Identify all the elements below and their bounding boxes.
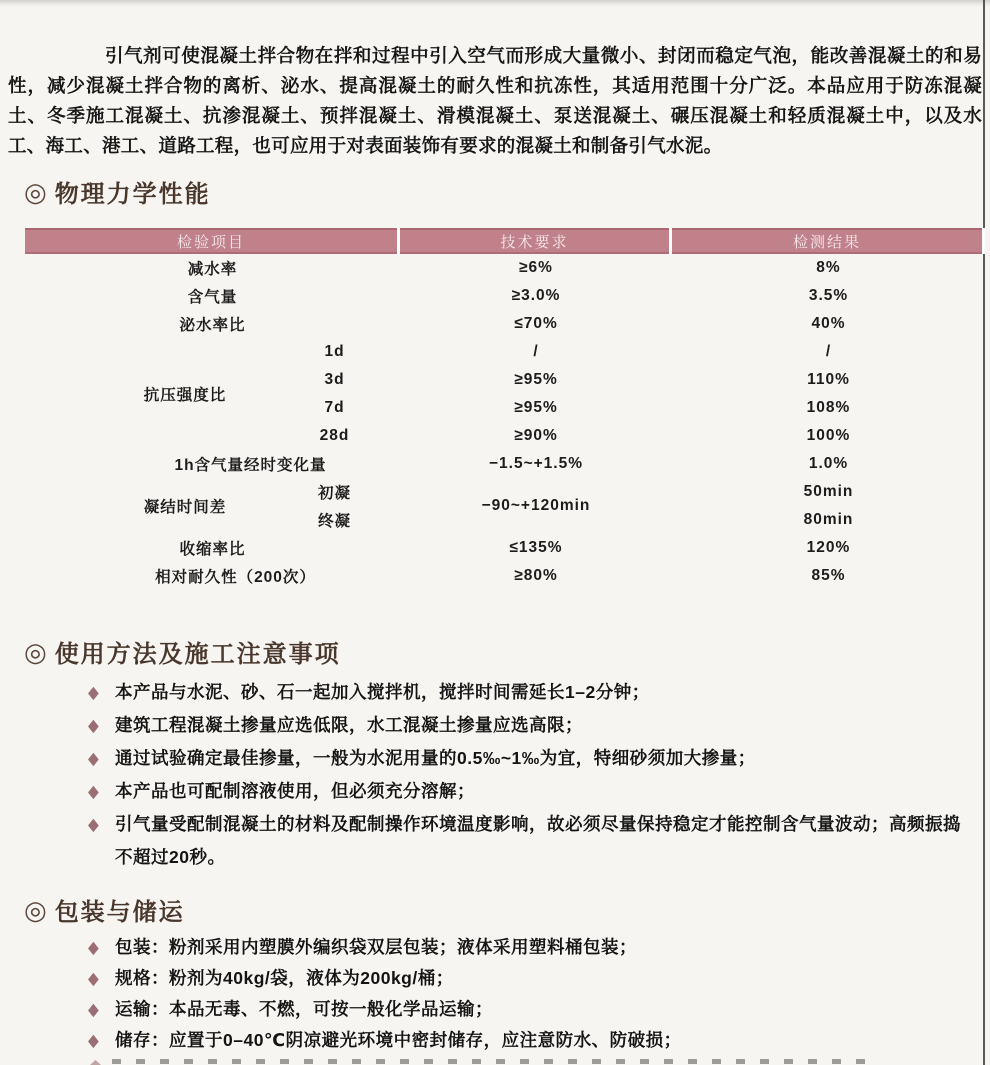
- table-cell-requirement: ≥80%: [514, 567, 558, 584]
- list-item: [88, 676, 972, 709]
- table-cell-item: 收缩率比: [179, 541, 246, 558]
- table-cell-result: 50min: [803, 483, 854, 500]
- list-item: [88, 775, 972, 808]
- table-cell-result: 110%: [807, 371, 850, 388]
- table-cell-requirement: −90~+120min: [481, 497, 591, 514]
- bullet-text: 本产品与水泥、砂、石一起加入搅拌机，搅拌时间需延长1–2分钟；: [115, 682, 650, 702]
- table-cell-requirement: −1.5~+1.5%: [488, 455, 584, 472]
- diamond-bullet-icon: ◆: [88, 967, 99, 988]
- table-cell-age: 28d: [319, 427, 350, 444]
- list-item: [88, 709, 972, 742]
- packaging-bullet-list: [88, 932, 972, 1056]
- inspection-table: [25, 228, 985, 590]
- table-cell-result: 3.5%: [808, 287, 849, 304]
- usage-bullet-list: [88, 676, 972, 874]
- table-cell-group-label: 抗压强度比: [143, 387, 227, 404]
- section-heading-packaging: [24, 892, 185, 927]
- table-cell-item: 1h含气量经时变化量: [174, 457, 327, 474]
- table-header-row: [25, 228, 985, 254]
- table-cell-item: 相对耐久性（200次）: [155, 569, 316, 586]
- table-cell-phase: 初凝: [317, 485, 351, 502]
- list-item: [88, 742, 972, 775]
- bullet-text: 通过试验确定最佳掺量，一般为水泥用量的0.5‰~1‰为宜，特细砂须加大掺量；: [115, 748, 756, 768]
- table-cell-group-label: 凝结时间差: [143, 499, 227, 516]
- double-circle-icon: ◎: [24, 636, 49, 667]
- diamond-bullet-icon: ◆: [88, 998, 99, 1019]
- list-item: [88, 1025, 972, 1056]
- table-cell-requirement: ≥95%: [514, 371, 558, 388]
- table-cell-item: 含气量: [187, 289, 238, 306]
- bullet-text: 运输：本品无毒、不燃，可按一般化学品运输；: [115, 999, 493, 1019]
- diamond-bullet-icon: ◆: [88, 813, 99, 834]
- section-title-physical: 物理力学性能: [54, 181, 211, 208]
- table-cell-phase: 终凝: [317, 513, 351, 530]
- top-scan-smudge: [0, 0, 990, 7]
- table-cell-result: 108%: [806, 399, 851, 416]
- diamond-bullet-icon: ◆: [88, 714, 99, 735]
- list-item: [88, 808, 972, 874]
- double-circle-icon: ◎: [24, 894, 49, 925]
- table-cell-age: 7d: [324, 399, 345, 416]
- diamond-bullet-icon: ◆: [88, 936, 99, 957]
- table-cell-result: 120%: [806, 539, 851, 556]
- table-cell-requirement: ≤135%: [509, 539, 563, 556]
- diamond-bullet-icon: ◆: [88, 1029, 99, 1050]
- table-cell-result: /: [825, 343, 832, 360]
- bullet-text: 本产品也可配制溶液使用，但必须充分溶解；: [115, 781, 475, 801]
- table-cell-item: 减水率: [187, 261, 238, 278]
- section-heading-usage: [24, 634, 341, 669]
- table-header-result: 检测结果: [672, 228, 982, 254]
- diamond-bullet-icon: ◆: [88, 780, 99, 801]
- bullet-text: 规格：粉剂为40kg/袋，液体为200kg/桶；: [115, 968, 454, 988]
- table-cell-requirement: ≥95%: [514, 399, 558, 416]
- list-item: [88, 963, 972, 994]
- table-cell-requirement: ≥6%: [519, 259, 553, 276]
- diamond-bullet-icon: ◆: [88, 681, 99, 702]
- list-item: [88, 994, 972, 1025]
- section-title-usage: 使用方法及施工注意事项: [54, 641, 341, 668]
- table-cell-requirement: ≤70%: [514, 315, 558, 332]
- list-item: [88, 932, 972, 963]
- table-cell-requirement: /: [533, 343, 539, 360]
- section-heading-physical: [24, 174, 211, 209]
- table-cell-age: 1d: [324, 343, 345, 360]
- table-header-item: 检验项目: [25, 228, 400, 254]
- table-cell-requirement: ≥3.0%: [511, 287, 561, 304]
- cut-off-bullet-remnant: [90, 1060, 101, 1065]
- table-header-requirement: 技术要求: [400, 228, 672, 254]
- section-title-packaging: 包装与储运: [54, 899, 185, 926]
- table-cell-result: 8%: [816, 259, 841, 276]
- table-cell-result: 100%: [806, 427, 851, 444]
- bullet-text: 储存：应置于0–40℃阴凉避光环境中密封储存，应注意防水、防破损；: [115, 1030, 682, 1050]
- intro-paragraph: 引气剂可使混凝土拌合物在拌和过程中引入空气而形成大量微小、封闭而稳定气泡，能改善混凝土的和易性，减少混凝土拌合物的离析、泌水、提高混凝土的耐久性和抗冻性，其适用范围十分广泛。本品应用于防冻混凝土、冬季施工混凝土、抗渗混凝土、预拌混凝土、滑模混凝土、泵送混凝土、碾压混凝土和轻质混凝土中，以及水工、海工、港工、道路工程，也可应用于对表面装饰有要求的混凝土和制备引气水泥。: [8, 44, 982, 156]
- cut-off-text-remnant: [112, 1059, 872, 1064]
- bullet-text: 引气量受配制混凝土的材料及配制操作环境温度影响，故必须尽量保持稳定才能控制含气量波动；高频振捣不超过20秒。: [115, 814, 961, 867]
- double-circle-icon: ◎: [24, 176, 49, 207]
- table-cell-age: 3d: [324, 371, 345, 388]
- bullet-text: 建筑工程混凝土掺量应选低限，水工混凝土掺量应选高限；: [115, 715, 583, 735]
- table-cell-requirement: ≥90%: [514, 427, 558, 444]
- table-cell-result: 1.0%: [808, 455, 849, 472]
- table-body: [25, 254, 985, 590]
- bullet-text: 包装：粉剂采用内塑膜外编织袋双层包装；液体采用塑料桶包装；: [115, 937, 637, 957]
- table-cell-result: 40%: [811, 315, 846, 332]
- diamond-bullet-icon: ◆: [88, 747, 99, 768]
- table-cell-result: 85%: [811, 567, 846, 584]
- table-cell-item: 泌水率比: [179, 317, 246, 334]
- table-cell-result: 80min: [803, 511, 854, 528]
